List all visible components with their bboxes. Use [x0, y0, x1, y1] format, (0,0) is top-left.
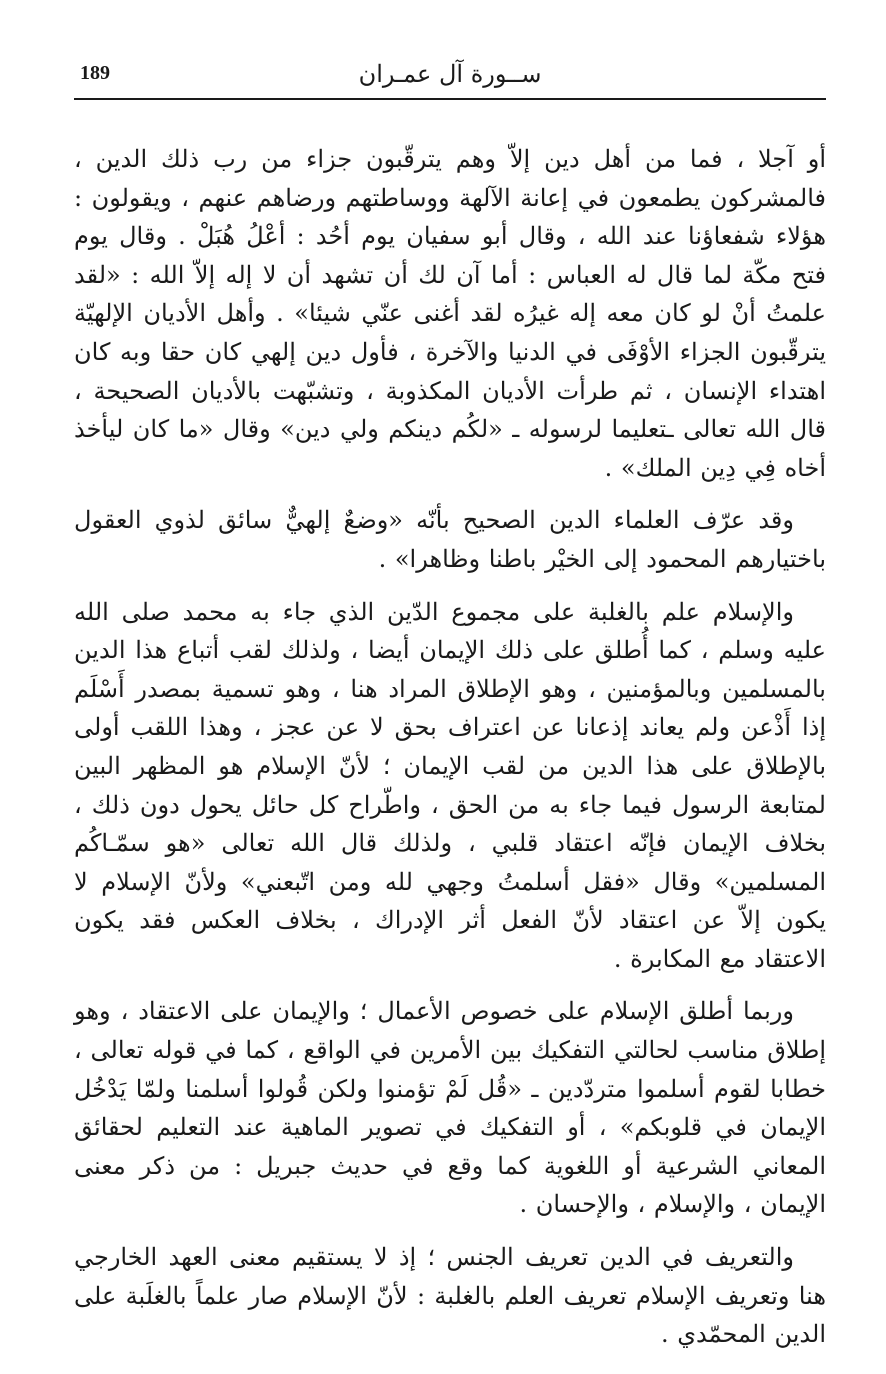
page-number: 189 [80, 62, 110, 84]
paragraph: والتعريف في الدين تعريف الجنس ؛ إذ لا يستقيم معنى العهد الخارجي هنا وتعريف الإسلام تعريف العلم بالغلبة : لأنّ الإسلام صار علماً بالغلَبة على الدين المحمّدي . [74, 1243, 826, 1349]
page-header [74, 52, 826, 100]
paragraph: والإسلام علم بالغلبة على مجموع الدّين الذي جاء به محمد صلى الله عليه وسلم ، كما أُطلق على ذلك الإيمان أيضا ، ولذلك لقب أتباع هذا الدين بالمسلمين وبالمؤمنين ، وهو الإطلاق المراد هنا ، وهو تسمية بمصدر أَسْلَم إذا أَذْعن ولم يعاند إذعانا عن اعتراف بحق لا عن عجز ، وهذا اللقب أولى بالإطلاق على هذا الدين من لقب الإيمان ؛ لأنّ الإسلام هو المظهر البين لمتابعة الرسول فيما جاء به من الحق ، واطّراح كل حائل يحول دون ذلك ، بخلاف الإيمان فإنّه اعتقاد قلبي ، ولذلك قال الله تعالى «هو سمّـاكُم المسلمين» وقال «فقل أسلمتُ وجهي لله ومن اتّبعني» ولأنّ الإسلام لا يكون إلاّ عن اعتقاد لأنّ الفعل أثر الإدراك ، بخلاف العكس فقد يكون الاعتقاد مع المكابرة . [74, 597, 826, 973]
paragraph: أو آجلا ، فما من أهل دين إلاّ وهم يترقّبون جزاء من رب ذلك الدين ، فالمشركون يطمعون في إعانة الآلهة ووساطتهم ورضاهم عنهم ، ويقولون : هؤلاء شفعاؤنا عند الله ، وقال أبو سفيان يوم أحُد : أعْلُ هُبَلْ . وقال يوم فتح مكّة لما قال له العباس : أما آن لك أن تشهد أن لا إله إلاّ الله : «لقد علمتُ أنْ لو كان معه إله غيرُه لقد أغنى عنّي شيئا» . وأهل الأديان الإلهيّة يترقّبون الجزاء الأوْفَى في الدنيا والآخرة ، فأول دين إلهي كان حقا وبه كان اهتداء الإنسان ، ثم طرأت الأديان المكذوبة ، وتشبّهت بالأديان الصحيحة ، قال الله تعالى ـتعليما لرسوله ـ «لكُم دينكم ولي دين» وقال «ما كان ليأخذ أخاه فِي دِين الملك» . [74, 145, 827, 482]
body-text [74, 140, 826, 1368]
surah-title: ســورة آل عمـران [358, 60, 542, 88]
paragraph: وربما أطلق الإسلام على خصوص الأعمال ؛ والإيمان على الاعتقاد ، وهو إطلاق مناسب لحالتي التفكيك بين الأمرين في الواقع ، كما في قوله تعالى ، خطابا لقوم أسلموا متردّدين ـ «قُل لَمْ تؤمنوا ولكن قُولوا أسلمنا ولمّا يَدْخُل الإيمان في قلوبكم» ، أو التفكيك في تصوير الماهية عند التعليم لحقائق المعاني الشرعية أو اللغوية كما وقع في حديث جبريل : من ذكر معنى الإيمان ، والإسلام ، والإحسان . [74, 997, 826, 1219]
paragraph: وقد عرّف العلماء الدين الصحيح بأنّه «وضعٌ إلهيٌّ سائق لذوي العقول باختيارهم المحمود إلى الخيْر باطنا وظاهرا» . [74, 506, 826, 573]
